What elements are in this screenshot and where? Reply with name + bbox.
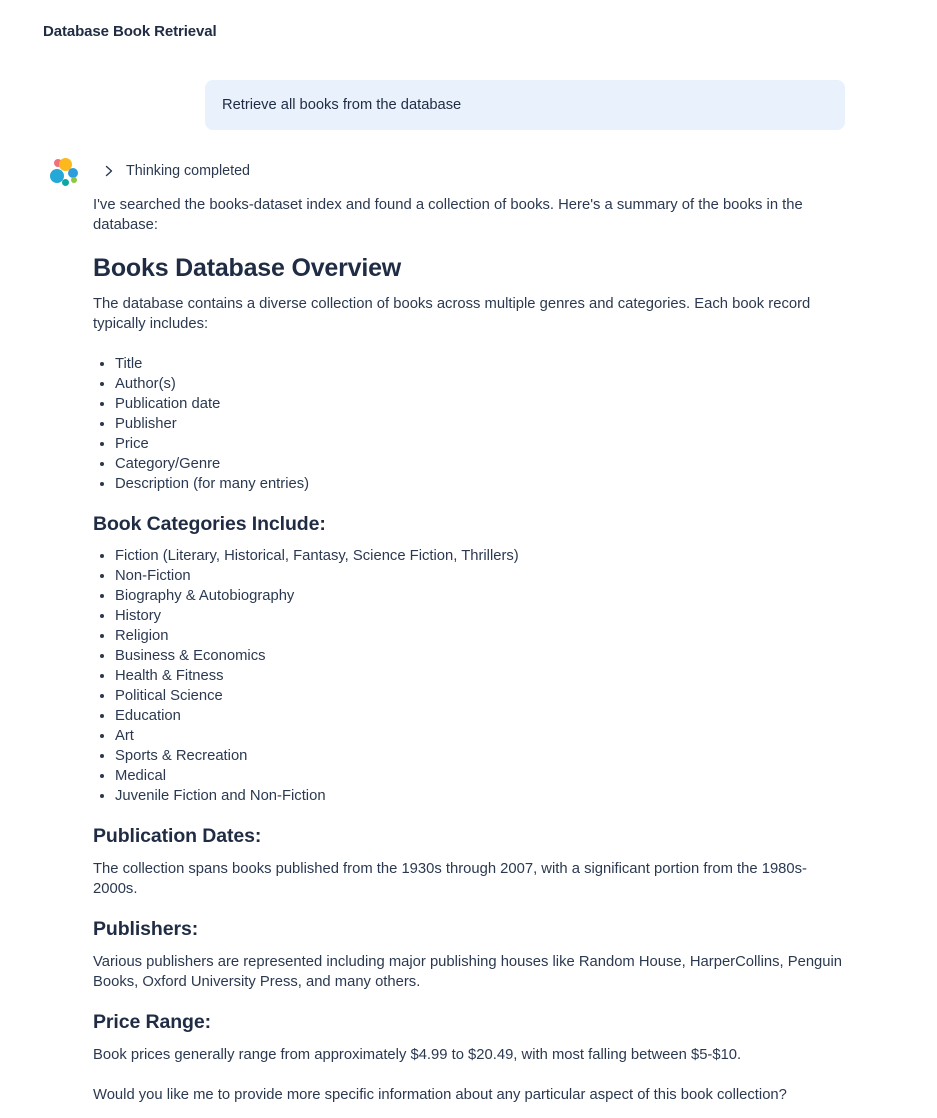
list-item: • Non-Fiction: [115, 566, 845, 586]
list-item: • Description (for many entries): [115, 474, 845, 494]
logo-dot-teal: [62, 179, 69, 186]
list-item: • Fiction (Literary, Historical, Fantasy, Science Fiction, Thrillers): [115, 546, 845, 566]
assistant-message: [50, 157, 845, 1105]
list-item: • Publication date: [115, 394, 845, 414]
list-item: • Biography & Autobiography: [115, 586, 845, 606]
list-item: • Category/Genre: [115, 454, 845, 474]
thinking-accordion-toggle[interactable]: [93, 157, 845, 185]
overview-description: The database contains a diverse collection of books across multiple genres and categories. Each book record typically includes:: [93, 296, 811, 332]
list-item: • Medical: [115, 766, 845, 786]
logo-dot-green: [71, 177, 77, 183]
publishers-text: Various publishers are represented including major publishing houses like Random House, HarperCollins, Penguin Books, Oxford University Press, and many others.: [93, 954, 843, 990]
heading-book-categories: Book Categories Include:: [93, 513, 326, 535]
intro-paragraph: I've searched the books-dataset index and found a collection of books. Here's a summary of the books in the database:: [93, 197, 803, 233]
list-item: • Price: [115, 434, 845, 454]
list-item: • History: [115, 606, 845, 626]
heading-publication-dates: Publication Dates:: [93, 825, 262, 847]
heading-publishers: Publishers:: [93, 918, 199, 940]
list-item: • Art: [115, 726, 845, 746]
list-item: • Title: [115, 354, 845, 374]
list-item: • Sports & Recreation: [115, 746, 845, 766]
chevron-right-icon[interactable]: [101, 163, 117, 179]
list-item: • Health & Fitness: [115, 666, 845, 686]
user-message-bubble: [205, 80, 845, 130]
price-range-text: Book prices generally range from approximately $4.99 to $20.49, with most falling between $5-$10.: [93, 1047, 742, 1063]
categories-list: [93, 546, 845, 806]
list-item: • Religion: [115, 626, 845, 646]
assistant-message-body: [93, 157, 845, 1105]
conversation-title: Database Book Retrieval: [43, 23, 217, 40]
thinking-status-label: Thinking completed: [126, 163, 250, 179]
list-item: • Juvenile Fiction and Non-Fiction: [115, 786, 845, 806]
list-item: • Author(s): [115, 374, 845, 394]
publication-dates-text: The collection spans books published from the 1930s through 2007, with a significant portion from the 1980s-2000s.: [93, 861, 807, 897]
list-item: • Education: [115, 706, 845, 726]
list-item: • Business & Economics: [115, 646, 845, 666]
closing-question: Would you like me to provide more specific information about any particular aspect of this book collection?: [93, 1087, 787, 1103]
heading-books-database-overview: Books Database Overview: [93, 254, 402, 282]
assistant-markdown-content: [93, 195, 845, 1105]
user-message-text: Retrieve all books from the database: [222, 97, 462, 113]
list-item: • Publisher: [115, 414, 845, 434]
elastic-logo-icon: [50, 158, 78, 186]
heading-price-range: Price Range:: [93, 1011, 212, 1033]
list-item: • Political Science: [115, 686, 845, 706]
record-fields-list: [93, 354, 845, 494]
